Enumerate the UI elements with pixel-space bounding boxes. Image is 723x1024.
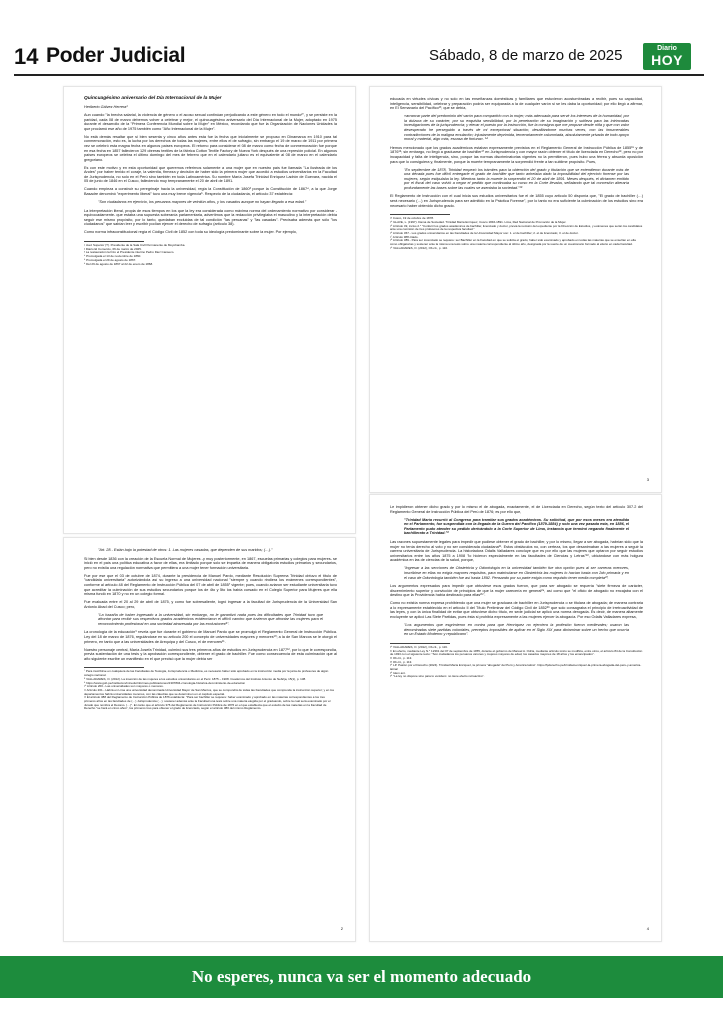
paragraph: Como norma infraconstitucional regía el Código Civil de 1852 con toda su ideología predominante sobre la mujer. Por ejemplo, (84, 230, 297, 235)
document-page-1 (63, 86, 356, 534)
footnote: ¹ Juez Superior (T). Presidente de la Sala Civil Permanente de Moyobamba. (84, 242, 186, 247)
paragraph: La interpretación literal, propia de esos tiempos en los que la ley era considerada como máxima norma del ordenamiento normativo por considerar -equivocadamente- que estaba una supuesta soberanía parlamentaria, advertimos que la redacción privilegiaba el masculino y la interpretación debía seguir ese mismo propósito, por lo tanto, quedaban excluidas de tal condición "las peruanas" y "las casadas". Precisaba además que sólo "los ciudadanos" que sabían leer y escribir podían ejercer el derecho de sufragio (artículo 38). (84, 208, 337, 227)
footnote-divider (390, 214, 450, 215)
page-3-content (390, 97, 643, 251)
paragraph: El Reglamento de Instrucción con el cual inicia sus estudios universitarios fue el de 1855 cuyo artículo 50 disponía que, "El grado de bachiller (…) será necesario (…) en Jurisprudencia para ser admitido en la Práctica Forense", por lo tanto no era suficiente la culminación de los estudios sino era necesario haber obtenido dicho grado. (390, 194, 643, 208)
page-label: 3 (646, 477, 649, 482)
paragraph: Como no existía norma expresa prohibiendo que una mujer se graduara de bachiller en Jurisprudencia o se titulara de abogada; de manera contraria a lo expresamente establecido en el artículo II del Título Preliminar del Código Civil de 1852²⁶ que solo consagraba el principio de irretroactividad de las leyes, y con la única finalidad de evitar que obtuviese dicho título, en sede judicial se aplicó una norma derogada. Es decir, de manera altamente excluyente se aplicó Las Siete Partidas, pues ésta si prohibía expresamente a las mujeres ejercer la abogacía. Por eso Odalis Valladares expresa, (390, 601, 643, 620)
paragraph: Las razones supuestamente legales para impedir que pudiese obtener el grado de bachiller, y por lo mismo, llegar a ser abogada, habrían sido que la mujer no tenía derecho al voto y no ser considerada ciudadana²¹. Estos obstáculos no, con certeza, los que desanimaban a las mujeres a seguir la carrera universitaria de Jurisprudencia. La historiadora Odalis Valladares concluye que es por ello que las mujeres que optaron por seguir estudios universitarios entre los años 1875 a 1908 "lo hicieron especialmente en las facultades de Ciencias y Letras"²², ubicándose con más holgura académica en las de ciencias de la salud, porque, (390, 539, 643, 563)
footnote: ²⁶ "La ley no dispone sino para lo venidero: no tiene efecto retroactivo". (390, 674, 485, 679)
block-quote: «arrancar parte del predominio del varón para compartirlo con la mujer; más adecuada para servir los intereses de la humanidad, por la dulzura de su carácter, por su exquisita sensibilidad, por la penetración de su imaginación y sutileza para las intrincadas investigaciones de la jurisprudencia; y elevar el puesto por la instrucción, fue la consigna que me propuse desde niña y que con valor desesperado he perseguido a través de mi excepcional situación, desafiándome muchas veces, con las innumerables contradicciones de la maligna emulación; injustamente deprimida, temerariamente calumniada, absolutamente privada de todo apoyo moral y material, algo más, escasa de fortuna». ¹⁴ (404, 114, 629, 142)
footnote: ⁵ Promulgada el 29 de agosto de 1867. (84, 257, 137, 262)
footnote-divider (84, 241, 144, 242)
footnote: ¹⁵ Artículo 49, inciso 2.° "Conferir los grados académicos de bachiller, licenciado y doctor, previa la revisión del expediente por la Dirección de Estudios, y exámenes que serán los candidatos ante una comisión de tres profesores de la respectiva facultad." (390, 223, 643, 232)
page-4-content (390, 505, 643, 679)
paragraph: No está demás resaltar que si bien sesenta y cinco años antes esta fue la fecha que inicialmente se propuso en Dinamarca en 1910 para tal conmemoración, esto es, la lucha por los derechos de todas las mujeres, entre ellos el de sufragio, sin embargo el 19 de marzo de 1911 por primera vez se celebró esta magna fecha en algunos países europeos. El retorno para considerar el 08 de marzo como fecha de conmemoración fue porque en esa fecha en 1857 fallecieron 129 obreras textiles de la fábrica Cotton Textile Factory de Nueva York después de una represión policial. En algunos países europeos se celebra el último domingo del mes de febrero que en el calendario juliano es el equivalente al 08 de marzo en el calendario gregoriano. (84, 134, 338, 162)
document-page-4 (369, 494, 662, 942)
footnote: ⁷ Para inscribirse en cualquiera de las Facultades de Teología, Jurisprudencia o Medicina, es necesario haber sido aprobado en la instrucción media por la junta de profesores de algún colegio nacional. (84, 669, 329, 678)
footnote: ⁴ Promulgada el 13 de noviembre de 1860. (84, 254, 142, 259)
footnote: ¹⁷ Artículo 388 citado. (390, 234, 419, 239)
footnote: ¹⁰ Artículo 200.- Las universidades son mayores o menores. (84, 684, 164, 689)
document-page-2 (63, 537, 356, 942)
footnote-divider (390, 643, 450, 644)
footnote: ⁸ VALLADARES, O. (2012). La inserción de las mujeres a los estudios universitarios en el Perú: 1875 – 1908. Cuadernos del Instituto Antonio de Nebrija, 15(1), p. 138. (84, 676, 307, 681)
paragraph: Nuestro personaje central, María Josefa Trinidad, culminó sus tres primeros años de estudios en Jurisprudencia en 1877¹², por lo que le correspondía, previa sustentación de una tesis y la aprobación correspondiente, obtener el grado de bachiller. Fue como consecuencia de esta culminación que al año siguiente escribe un manifiesto en el que precisó que la mujer debía ser (84, 647, 337, 661)
paragraph: Aun cuando "la brecha salarial, la violencia de género o el acoso sexual continúan perjudicando a este género en todo el mundo²", y se persiste en la paridad, cada 08 de marzo debemos volver a celebrar y mejor, el quincuagésimo aniversario del Día Internacional de la Mujer, adoptado en 1975 durante el desarrollo de la "Primera Conferencia Mundial sobre la Mujer" en México, recordando que fue la Organización de Naciones Unidades la que proclamó ese año de 1975 también como "Año Internacional de la Mujer". (84, 112, 337, 131)
slogan-banner: No esperes, nunca va ser el momento adecuado (0, 956, 723, 998)
logo-main-text: HOY (651, 52, 683, 68)
document-page-3 (369, 86, 662, 493)
paragraph: Cuando empieza a construir su peregrinaje hacia la universidad, regía la Constitución de 1860³ porque la Constitución de 1867⁴, a la que Jorge Basadre denominó "experimento liberal" tuvo una muy breve vigencia⁵. Respecto de la ciudadanía, el artículo 37 establecía: (84, 187, 337, 197)
logo-top-text: Diario (657, 45, 677, 52)
footnote: ²² Ob.cit., p. 113. (390, 655, 413, 660)
footnote: ¹⁹ VALLADARES, O. (2012), Ob.cit., p. 116. (390, 245, 448, 250)
page-1-content (84, 97, 337, 266)
footnote: ²⁴ LP. Pasión por el Derecho (2024). Trinidad María Enríquez, la primera "abogada" del Perú y América latina". https://lpderecho.pe/trinidad-enriquez-la-primera-abogada-del-peru-y-america-latina/ (390, 663, 642, 672)
paragraph: La cronología de la educación⁹ revela que fue durante el gobierno de Manuel Pardo que se promulgó el Reglamento General de Instrucción Pública. Ley del 18 de marzo de 1876, regulándose en su artículo 200 el concepto de universidades mayores y menores¹⁰; a la de San Marcos se le otorgó el primero, en tanto que a las universidades de Arequipa y del Cusco, el de menores¹¹. (84, 630, 337, 644)
paragraph: Si bien desde 1836 con la creación de la Escuela Normal de Mujeres -y muy posteriormente, en 1867, escuelas primarias y colegios para mujeres- se inició en el país una política educativa a favor de ellas, era limitado porque solo se impartía de manera obligatoria estudios primarios y secundarios, pero no existía una regulación normativa que permitiera a una mujer tener formación universitaria. (84, 556, 337, 570)
article-author: Heriberto Gálvez Herrera¹ (84, 104, 128, 109)
footnote: ² Diario El Comercio, 06 de marzo de 2025. (84, 246, 142, 251)
block-quote: "Son ciudadanos en ejercicio, los peruanos mayores de veintiún años, y los casados aunque no hayan llegado a esa edad." (98, 200, 307, 205)
article-title: Quincuagésimo aniversario del Día Internacional de la Mujer (84, 96, 222, 101)
paragraph: Hemos mencionado que los grados académicos estaban expresamente previstos en el Reglamento General de Instrucción Pública de 1855¹⁵ y de 1876¹⁶; sin embargo, no llegó a graduarse de bachiller¹⁷ en Jurisprudencia y con mayor razón obtener el título de licenciada en Derecho¹⁸, pero no por incapacidad y falta de inteligencia, sino, porque las normas discriminatorias vigentes no la permitieron, pues hubo una férrea y absurda oposición para que lo consiguiera y, finalmente, porque la muerte tempranamente la sorprendió frente a tan sublime propósito. Pues, (390, 145, 643, 164)
paragraph: Es con este motivo y en esta oportunidad que queremos referirnos solamente a una mujer que en nuestro país fue llamada "La ilustrada de los Andes" por haber tenido el coraje, la valentía, firmeza y decisión de haber sido la primera mujer que accedió a estudios universitarios en la Facultad de Jurisprudencia, no solo en el Perú sino también en toda Latinoamérica. Su nombre María Josefa Trinidad Enríquez Ladrón de Guevara, nacida el 05 de junio de 1846 en el Cusco, falleciendo muy tempranamente el 20 de abril de 1891. (84, 165, 337, 184)
paragraph: Fue por ese que el 03 de octubre de 1874, durante la presidencia de Manuel Pardo, mediante Resolución Suprema Trinidad obtuvo el título de "candidata universitaria" autorizándola así su ingreso a una universidad nacional "siempre y cuando rindiera los exámenes correspondientes", conforme al artículo 48 del Reglamento de Instrucción Pública del 07 de abril de 1855⁷ vigente; pues, cuando aviaron ser estudiante universitaria tuvo que acreditar la culminación de sus estudios secundarios porque los de 4to y 5to los había cursado en el Colegio Superior para Mujeres que ella misma fundó en 1870 y no en un colegio formal. (84, 573, 337, 597)
footnote: ⁶ Del 29 de agosto de 1867 al 22 de enero de 1868. (84, 261, 153, 266)
paragraph: Le impidieron obtener dicho grado y por lo mismo el de abogada, exactamente, el de Licenciada en Derecho, según texto del artículo 307.2 del Reglamento General de Instrucción Pública del Perú de 1876; es por ello que, (390, 505, 643, 514)
block-quote: "Los argumentos que esgrimieron en contra para que Henríquez no ejerciera la profesión fueron medievales; usaron las denominadas siete partidas coloniales, preceptos imposibles de aplicar en el Siglo XIX para dictaminar sobre un hecho que ocurría en un Estado Moderno y republicano". (404, 623, 629, 637)
newspaper-header (0, 0, 723, 82)
footnote: ²¹ En efecto, mediante Ley N.° 12391 del 07 de septiembre de 1955, durante el gobierno de Manuel A. Odría, mediante artículo único se modifica, entre otros, el artículo 84 de la Constitución de 1933 con el siguiente texto: "Son ciudadanos los peruanos varones y mujeres mayores de edad, los casados mayores de 18 años y los emancipados". (390, 648, 643, 657)
page-2-content (84, 548, 337, 711)
section-title: Poder Judicial (46, 44, 186, 67)
footnote: ¹⁴ GLAVE, L. (1997). Dama de Sociedad. Trinidad María Enríquez, Cusco 1846-1891. Lima, Red Nacional de Promoción de la Mujer. (390, 219, 567, 224)
footnote-divider (84, 667, 144, 668)
page-label: 4 (646, 926, 649, 931)
paragraph: educada en virtudes cívicas y no solo en las enseñanzas domésticas y familiares que estuvieron acostumbradas a recibir, pues su capacidad, inteligencia, sensibilidad, celebrar y preparación podría ser equiparada a la de cualquier varón si se les daba la oportunidad; por ello llegó a afirmar, en El Semanario del Pacífico¹³, que se debía, (390, 97, 643, 111)
block-quote: "Art. 28.- Están bajo la potestad de otros: 1. Las mujeres casadas, que dependen de sus maridos; (…)." (98, 548, 273, 552)
footnote: ⁹ https://www.gob.pe/institucion/minedu/informes-publicaciones/1307804-cronologia-historica-del-ministerio-de-educacion (84, 680, 246, 685)
issue-date: Sábado, 8 de marzo de 2025 (429, 47, 623, 64)
block-quote: "La hazaña de haber ingresado a la universidad, sin embargo, no le garantizó nada pues las dificultades que Trinidad tuvo que afrontar para recibir sus respectivos grados académicos evidenciaron el difícil camino que tuvieron que afrontar las mujeres para el reconocimiento profesional en una sociedad atravesada por las exclusiones⁸". (98, 612, 323, 626)
footnote: ¹² El artículo 388 del Reglamento de Instrucción Pública de 1876 establecía: "Para ser bachiller se requiere: haber examinado y aprobado en las materias correspondientes a los tres primeros años en las facultades de (…) Jurisprudencia (…); sostener además ante la Facultad una tesis sobre una materia elegida por el graduando, sobre la cual será examinado por el Jurado que nombra el Decano. (…)". En tanto que el artículo 376 del Reglamento de Instrucción Pública de 1876 en el que establecía que el estudio de las materias en la Facultad de Derecho "se hará en cinco años", los primeros tres para obtener el grado de licenciado, según el artículo 380 del mismo Reglamento. (84, 695, 331, 711)
footnote: ²⁵ Idem ant. (390, 670, 406, 675)
block-quote: "En septiembre de 1878, Trinidad empezó los trámites para la obtención del grado y titulación que se extendieron durante más de una década pues fue difícil entregarle el grado de bachiller que tanto anhelaba dado la imposibilidad del ejercicio forense por las mujeres, según estipulaba la ley. Mientras tanto la muerte la sorprendió el 20 de abril de 1891. Meses después, el dictamen emitido por el fiscal del caso volvió a negar el pedido que continuaba su curso en la Corte llevaba, señalando que tal concesión alteraría profundamente las bases sobre las cuales se asentaba la sociedad."¹⁹ (404, 167, 629, 190)
block-quote: "Trinidad María recurrió al Congreso para tramitar sus grados académicos. Su solicitud, que por esos meses era atendida en el Parlamento, fue suspendida con la llegada de la Guerra del Pacífico (1879-1884) y solo una vez pasada esta, en 1886, el Parlamento pudo atender su pedido derivándolo a la Corte Superior de Lima, instancia que terminó negando finalmente el bachillerato a Trinidad.²⁰ (404, 517, 629, 536)
footnote: ²³ Ob.cit., p. 113. (390, 659, 413, 664)
header-divider (14, 74, 704, 76)
footnote: ¹⁸ Artículo 389.- Para ser Licenciado se requiere: ser Bachiller en la Facultad en que se solicita el grado; haber sido examinado y aprobado en todas las materias que se enseñan en ella como obligatorias y sostener ante la misma una tesis sobre una materia correspondiente al último año, designada por la suerte de un cuestionario formado al efecto en cada Facultad. (390, 238, 636, 247)
page-label: 2 (340, 926, 343, 931)
footnote: ¹¹ Artículo 201.- Habrá en Lima una universidad denominada Universidad Mayor de San Marcos, que se compondrá de todas las Facultades que comprende la instrucción superior; y en los departamentos habrá universidades menores, con las cátedras que se determinen en el capítulo especial. (84, 687, 334, 696)
footnote: ¹³ Cusco, 19 de octubre de 1878. (390, 216, 434, 221)
footnote: ³ La restauración la hizo el Presidente interino Pedro Diez Canseco. (84, 250, 175, 255)
page-number: 14 (14, 44, 39, 69)
paragraph: Los argumentos expresados para impedir que obtuviese esos grados fueron, que para ser abogado se requería "siete firmeza de carácter, discernimiento superior y convicción de principios de que la mujer carecería en general²⁴, así como que "el oficio de abogado no encajaba con el destino que la Providencia había destinado para ellas²⁵". (390, 584, 643, 598)
block-quote: "Ingresar a las secciones de Obstetricia y Odontología en la universidad también fue otra opción pues al ser carreras menores, inscribirse en ellas no exigía mayores requisitos, para matricularse en Obstetricia las mujeres lo hacían hasta con 2do primaria y en el caso de Odontología también fue así hasta 1892. Pensando por su parte exigía como requisito tener media completa²³. (404, 566, 629, 580)
footnote: ¹⁶ Artículo 367.- Los grados universitarios en las Facultades de la Universidad Mayor son: 1. el de bachiller; 2. el de licenciado; 3. el de doctor. (390, 231, 579, 236)
diario-hoy-logo (643, 43, 691, 70)
footnote: ²⁰ VALLADARES, O. (2012), Ob.cit., p. 116. (390, 644, 448, 649)
paragraph: Fue evaluada entre el 20 al 29 de abril de 1875, y como fue sobresaliente, logró ingresar a la facultad de Jurisprudencia de la Universidad San Antonio Abad del Cusco; pero, (84, 600, 337, 609)
